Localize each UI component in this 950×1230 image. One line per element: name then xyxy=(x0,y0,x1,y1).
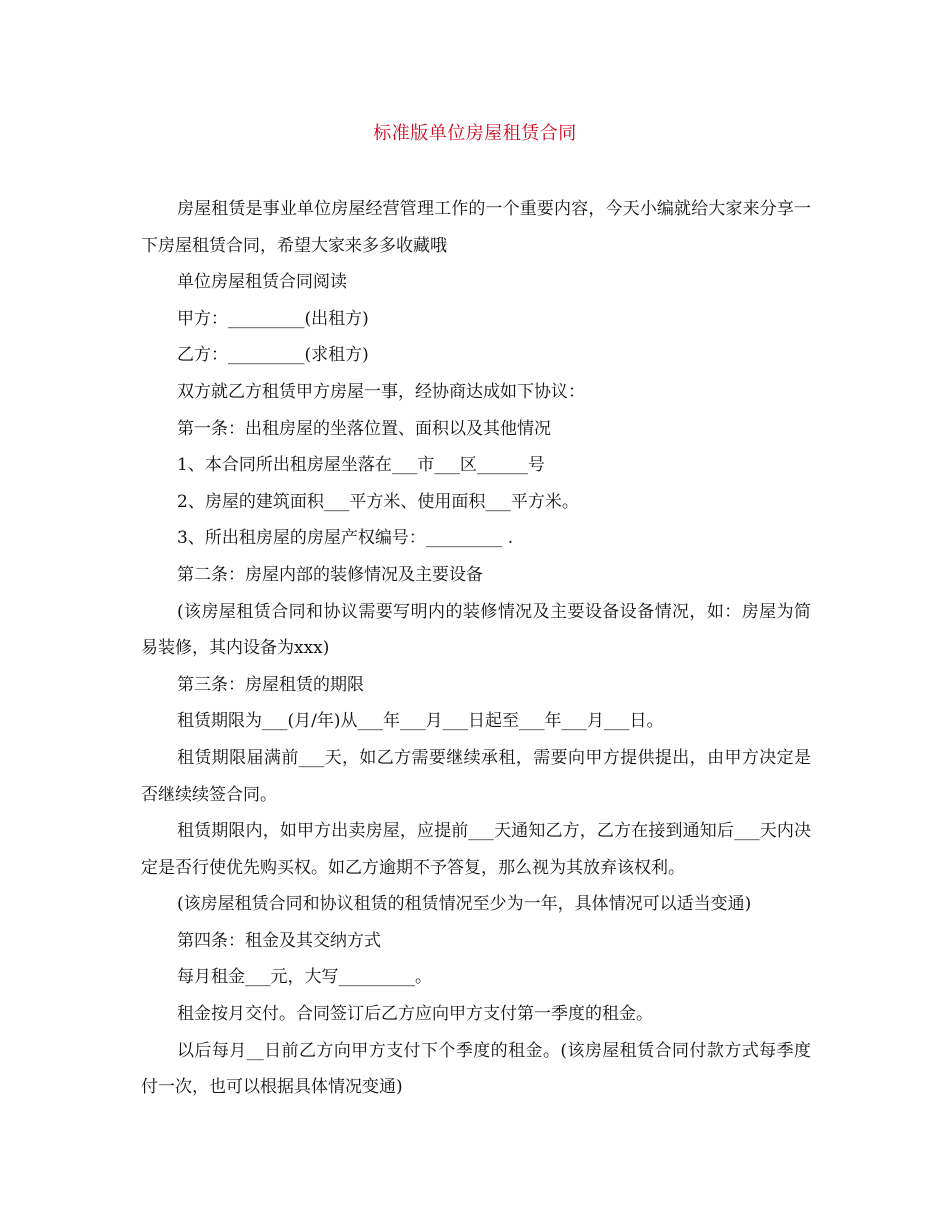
rent-payment-paragraph: 租金按月交付。合同签订后乙方应向甲方支付第一季度的租金。 xyxy=(177,1004,653,1025)
article-1-item-3: 3、所出租房屋的房屋产权编号：_________ . xyxy=(177,528,514,549)
document-body xyxy=(141,191,811,1106)
article-1-heading: 第一条：出租房屋的坐落位置、面积以及其他情况 xyxy=(177,418,551,439)
party-b-line: 乙方：_________(求租方) xyxy=(177,345,369,366)
party-a-line: 甲方：_________(出租方) xyxy=(177,308,369,329)
article-3-note: (该房屋租赁合同和协议租赁的租赁情况至少为一年，具体情况可以适当变通) xyxy=(177,894,752,915)
document-title: 标准版单位房屋租赁合同 xyxy=(373,123,577,144)
contract-heading: 单位房屋租赁合同阅读 xyxy=(177,272,347,293)
agreement-intro: 双方就乙方租赁甲方房屋一事，经协商达成如下协议： xyxy=(177,381,585,402)
rent-schedule-paragraph: 以后每月__日前乙方向甲方支付下个季度的租金。(该房屋租赁合同付款方式每季度付一次，也可以根据具体情况变通) xyxy=(141,1040,811,1098)
article-1-item-2: 2、房屋的建筑面积___平方米、使用面积___平方米。 xyxy=(177,491,579,512)
intro-paragraph: 房屋租赁是事业单位房屋经营管理工作的一个重要内容，今天小编就给大家来分享一下房屋租赁合同，希望大家来多多收藏哦 xyxy=(141,199,811,256)
lease-renewal-paragraph: 租赁期限届满前___天，如乙方需要继续承租，需要向甲方提供提出，由甲方决定是否继续续签合同。 xyxy=(141,747,811,805)
preemptive-right-paragraph: 租赁期限内，如甲方出卖房屋，应提前___天通知乙方，乙方在接到通知后___天内决定是否行使优先购买权。如乙方逾期不予答复，那么视为其放弃该权利。 xyxy=(141,821,811,878)
article-1-item-1: 1、本合同所出租房屋坐落在___市___区______号 xyxy=(177,455,545,476)
monthly-rent-paragraph: 每月租金___元，大写_________。 xyxy=(177,967,432,988)
lease-term-paragraph: 租赁期限为___(月/年)从___年___月___日起至___年___月___日。 xyxy=(177,711,664,732)
article-3-heading: 第三条：房屋租赁的期限 xyxy=(177,674,364,695)
article-4-heading: 第四条：租金及其交纳方式 xyxy=(177,930,381,951)
article-2-note: (该房屋租赁合同和协议需要写明内的装修情况及主要设备设备情况，如：房屋为简易装修，其内设备为xxx) xyxy=(141,601,811,659)
article-2-heading: 第二条：房屋内部的装修情况及主要设备 xyxy=(177,564,483,585)
